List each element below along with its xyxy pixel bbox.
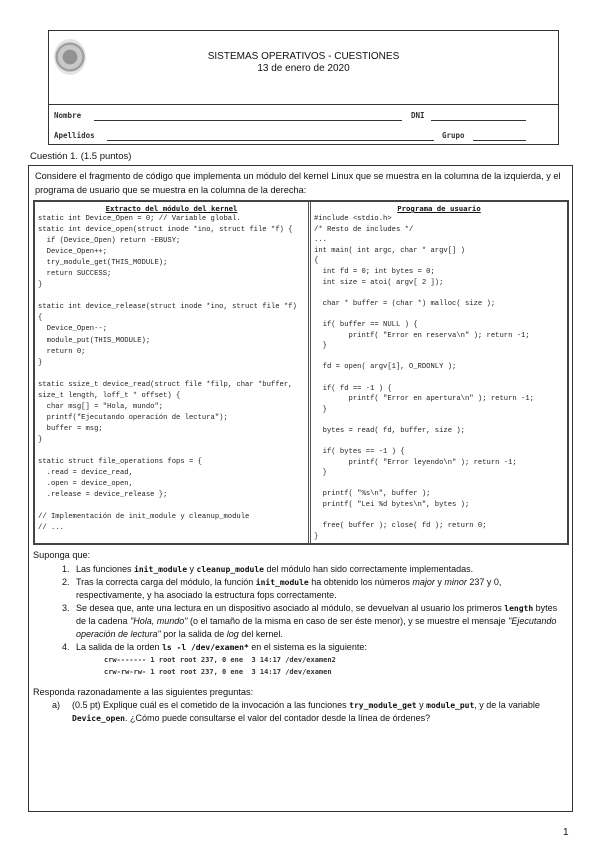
assumption-2: 2. Tras la correcta carga del módulo, la función init_module ha obtenido los números major y minor 237 y 0, respectivamente, y ha asociado la estructura fops correctamente. [72,576,567,602]
code-line [314,511,564,522]
code-line: } [314,342,327,351]
code-line [38,446,305,457]
code-line [314,288,564,299]
code-line: } [38,358,43,367]
dni-line[interactable] [431,120,526,121]
exam-date: 13 de enero de 2020 [257,63,350,74]
nombre-line[interactable] [94,120,402,121]
exam-header [48,30,559,145]
assumption-4: 4. La salida de la orden ls -l /dev/examen* en el sistema es la siguiente: crw------- 1 root root 237, 0 ene 3 14:17 /dev/examen2 crw-rw-rw- 1 root root 237, 0 ene 3 14:17 /dev/examen [72,641,567,678]
code-line: #include <stdio.h> [314,215,392,223]
assumption-3: 3. Se desea que, ante una lectura en un dispositivo asociado al módulo, se devuelvan al usuario los primeros length bytes de la cadena "Hola, mundo" (o el tamaño de la misma en caso de ser éste menor), y se muestre el mensaje "Ejecutando operación de lectura" por la salida de log del kernel. [72,602,567,641]
kernel-module-title: Extracto del módulo del kernel [105,204,238,213]
dni-label: DNI [411,111,425,120]
user-program-title: Programa de usuario [397,204,481,213]
subquestion-label: a) [52,700,61,710]
code-line [38,501,305,512]
code-line: return 0; [38,347,86,356]
kernel-module-code [38,214,305,534]
code-line: // Implementación de init_module y cleanup_module [38,513,250,522]
code-line [314,352,564,363]
question-label: Cuestión 1. (1.5 puntos) [30,151,132,162]
code-line [314,309,564,320]
code-line: printf( "Error leyendo\n" ); return -1; [314,458,517,467]
code-line: char * buffer = (char *) malloc( size ); [314,299,496,308]
code-line: printf( "%s\n", buffer ); [314,490,431,499]
code-line: { [38,314,43,323]
code-line: printf( "Error en apertura\n" ); return -1; [314,395,534,404]
ls-output-line: crw------- 1 root root 237, 0 ene 3 14:17 /dev/examen2 [104,656,336,664]
question-intro: Considere el fragmento de código que implementa un módulo del kernel Linux que se muestra en la columna de la izquierda, y el programa de usuario que se muestra en la columna de la derecha: [35,171,561,195]
code-line: static ssize_t device_read(struct file *filp, char *buffer, [38,380,293,389]
kernel-module-column [35,202,311,543]
nombre-label: Nombre [54,111,82,120]
code-line: // ... [38,524,64,533]
code-line: static int device_open(struct inode *ino, struct file *f) { [38,226,293,235]
code-line: try_module_get(THIS_MODULE); [38,259,168,268]
code-line: int main( int argc, char * argv[] ) [314,246,465,255]
subquestion-text: (0.5 pt) Explique cuál es el cometido de la invocación a las funciones try_module_get y module_put, y de la variable Device_open. ¿Cómo puede consultarse el valor del contador desde la línea de órdenes? [72,700,540,723]
user-program-code [314,214,564,542]
code-line: if( bytes == -1 ) { [314,448,405,457]
code-line: if( buffer == NULL ) { [314,320,418,329]
code-line: static int device_release(struct inode *ino, struct file *f) [38,303,297,312]
assumptions-heading: Suponga que: [33,550,91,560]
code-line: .open = device_open, [38,480,133,489]
code-line: free( buffer ); close( fd ); return 0; [314,522,487,531]
code-line [314,373,564,384]
grupo-line[interactable] [473,140,526,141]
subquestion-a [52,699,567,725]
code-line: char msg[] = "Hola, mundo"; [38,402,164,411]
code-line: int size = atoi( argv[ 2 ]); [314,278,444,287]
code-line: } [314,469,327,478]
code-line: } [314,532,319,541]
code-line: } [38,281,43,290]
code-line [314,415,564,426]
code-line: static int Device_Open = 0; // Variable global. [38,215,241,223]
code-line: printf( "Lei %d bytes\n", bytes ); [314,501,470,510]
code-line [38,369,305,380]
page-number: 1 [563,827,569,838]
code-line: } [38,435,43,444]
code-line [314,436,564,447]
code-line: /* Resto de includes */ [314,225,414,234]
code-line: printf( "Error en reserva\n" ); return -1; [314,331,530,340]
questions-heading: Responda razonadamente a las siguientes preguntas: [33,687,254,697]
question-body [33,549,567,725]
code-line: Device_Open++; [38,248,108,257]
code-line [314,479,564,490]
code-line: printf("Ejecutando operación de lectura"); [38,413,228,422]
code-table [33,200,569,545]
grupo-label: Grupo [442,131,465,140]
code-line: return SUCCESS; [38,270,112,279]
code-line [38,291,305,302]
code-line: fd = open( argv[1], O_RDONLY ); [314,363,457,372]
user-program-column [311,202,567,543]
assumption-1: 1. Las funciones init_module y cleanup_module del módulo han sido correctamente implementadas. [72,563,567,576]
code-line: .read = device_read, [38,469,133,478]
code-line: { [314,257,319,266]
course-title: SISTEMAS OPERATIVOS - CUESTIONES [207,51,400,62]
code-line: module_put(THIS_MODULE); [38,336,151,345]
code-line: } [314,405,327,414]
code-line: ... [314,236,327,245]
code-line: Device_Open--; [38,325,108,334]
apellidos-line[interactable] [107,140,434,141]
apellidos-label: Apellidos [54,131,95,140]
exam-title [49,51,558,75]
code-line: int fd = 0; int bytes = 0; [314,267,435,276]
code-line: static struct file_operations fops = { [38,458,202,467]
code-line: if (Device_Open) return -EBUSY; [38,237,181,246]
code-line: bytes = read( fd, buffer, size ); [314,426,465,435]
code-line: buffer = msg; [38,424,103,433]
ls-output-line: crw-rw-rw- 1 root root 237, 0 ene 3 14:17 /dev/examen [104,668,332,676]
code-line: .release = device_release }; [38,491,168,500]
code-line: if( fd == -1 ) { [314,384,392,393]
assumptions-list [33,563,567,678]
code-line: size_t length, loff_t * offset) { [38,391,181,400]
